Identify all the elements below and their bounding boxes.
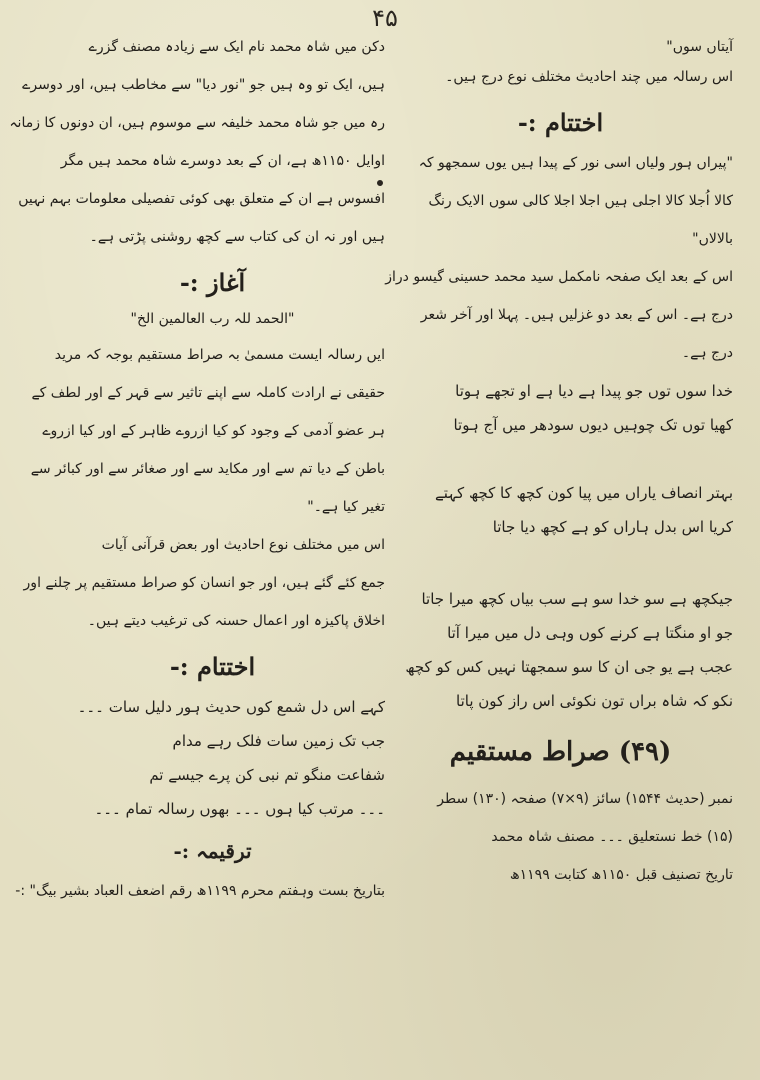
text-line: نمبر (حدیث ۱۵۴۴) سائز (۹×۷) صفحہ (۱۳۰) سطر — [437, 791, 733, 807]
text-line: اس رسالہ میں چند احادیث مختلف نوع درج ہیں۔ — [445, 69, 733, 85]
verse-line: عجب ہے یو جی ان کا سو سمجھتا نہیں کس کو کچھ — [405, 658, 733, 676]
verse-line: جیکچھ ہے سو خدا سو ہے سب بیاں کچھ میرا جاتا — [421, 590, 733, 608]
ikhtitam-verse — [40, 698, 385, 818]
verse-line: خدا سوں توں جو پیدا ہے دیا ہے او تجھے ہوتا — [455, 382, 733, 400]
text-line: اس میں مختلف نوع احادیث اور بعض قرآنی آیات — [101, 537, 385, 553]
text-line: ہیں، ایک تو وہ ہیں جو "نور دیا" سے مخاطب ہیں، اور دوسرے — [22, 77, 385, 93]
verse-block-1 — [388, 382, 733, 434]
verse-line: بہتر انصاف یاراں میں پیا کون کچھ کا کچھ کہتے — [434, 484, 733, 502]
text-line: تغیر کیا ہے۔" — [307, 499, 385, 515]
text-line: اخلاق پاکیزہ اور اعمال حسنہ کی ترغیب دیتے ہیں۔ — [87, 613, 385, 629]
opening-phrase: "الحمد للہ رب العالمین الخ" — [130, 311, 295, 327]
verse-block-2 — [388, 484, 733, 536]
text-line: ہیں اور نہ ان کی کتاب سے کچھ روشنی پڑتی ہے۔ — [89, 229, 385, 245]
colophon-line: بتاریخ بست وہفتم محرم ۱۱۹۹ھ رقم اضعف العباد بشیر بیگ" :- — [15, 883, 385, 899]
verse-line: کریا اس بدل ہاراں کو ہے کچھ دیا جاتا — [492, 518, 733, 536]
text-line: دکن میں شاہ محمد نام ایک سے زیادہ مصنف گزرے — [88, 39, 385, 55]
intro-text — [388, 38, 733, 86]
text-line: "پیراں ہور ولیاں اسی نور کے پیدا ہیں یوں سمجھو کہ — [418, 155, 733, 171]
verse-line: نکو کہ شاہ براں تون نکوئی اس راز کون پاتا — [456, 692, 733, 710]
section-heading-ikhtitam: اختتام :- — [517, 108, 604, 137]
author-note-text — [9, 38, 385, 246]
text-line: جمع کئے گئے ہیں، اور جو انسان کو صراط مستقیم پر چلنے اور — [23, 575, 385, 591]
text-line: کالا اُجلا کالا اجلی ہیں اجلا اجلا کالی سوں الایک رنگ — [428, 193, 733, 209]
aghaz-text — [30, 346, 385, 516]
description-text — [385, 268, 733, 362]
text-line: افسوس ہے ان کے متعلق بھی کوئی تفصیلی معلومات بہم نہیں — [18, 191, 385, 207]
verse-line: شفاعت منگو تم نبی کن پرے جیسے تم — [149, 766, 385, 784]
verse-line: کہے اس دل شمع کوں حدیث ہور دلیل سات ۔۔۔ — [77, 698, 385, 716]
entry-title: (۴۹) صراط مستقیم — [449, 737, 672, 767]
entry-metadata — [388, 790, 733, 884]
text-line: اس کے بعد ایک صفحہ نامکمل سید محمد حسینی گیسو دراز — [385, 269, 733, 285]
text-line: آیتاں سوں" — [666, 39, 733, 55]
left-column — [9, 38, 385, 900]
verse-block-3 — [388, 590, 733, 710]
content-description-text — [23, 536, 385, 630]
text-line: رہ میں جو شاہ محمد خلیفہ سے موسوم ہیں، ان دونوں کا زمانہ — [9, 115, 385, 131]
text-line: اوایل ۱۱۵۰ھ ہے، ان کے بعد دوسرے شاہ محمد ہیں مگر — [60, 153, 385, 169]
text-line: درج ہے۔ — [681, 345, 733, 361]
text-line: درج ہے۔ اس کے بعد دو غزلیں ہیں۔ پہلا اور آخر شعر — [420, 307, 733, 323]
section-heading-aghaz: آغاز :- — [179, 268, 246, 297]
text-line: تاریخ تصنیف قبل ۱۱۵۰ھ کتابت ۱۱۹۹ھ — [509, 867, 733, 883]
ikhtitam-text — [388, 154, 733, 248]
text-line: باطن کے دیا تم سے اور مکاید سے اور صغائر سے اور کبائر سے — [30, 461, 385, 477]
section-heading-tarqima: ترقیمہ :- — [173, 839, 252, 863]
verse-line: ۔۔۔ مرتب کیا ہوں ۔۔۔ بھوں رسالہ تمام ۔۔۔ — [94, 800, 385, 818]
text-line: ایں رسالہ ایست مسمیٰ بہ صراط مستقیم بوجہ کہ مرید — [54, 347, 385, 363]
verse-line: جو او منگتا ہے کرنے کوں وہی دل میں میرا آتا — [447, 624, 733, 642]
page-number: ۴۵ — [372, 4, 398, 32]
text-line: حقیقی نے ارادت کاملہ سے اپنے تاثیر سے قہر کے اور لطف کے — [31, 385, 385, 401]
text-line: بالالاں" — [692, 231, 733, 247]
right-column — [385, 38, 733, 904]
section-heading-ikhtitam-left: اختتام :- — [169, 652, 256, 681]
verse-line: کھیا توں تک چوہیں دیوں سودھر میں آج ہوتا — [453, 416, 733, 434]
text-line: (۱۵) خط نستعلیق ۔۔۔ مصنف شاہ محمد — [491, 829, 733, 845]
verse-line: جب تک زمین سات فلک رہے مدام — [172, 732, 385, 750]
text-line: ہر عضو آدمی کے وجود کو کیا ازروے ظاہر کے اور کیا ازروے — [42, 423, 385, 439]
